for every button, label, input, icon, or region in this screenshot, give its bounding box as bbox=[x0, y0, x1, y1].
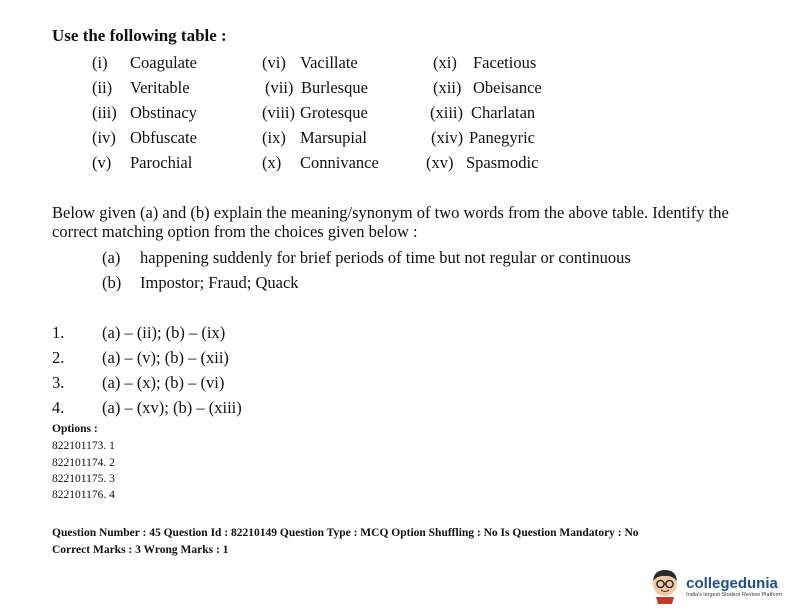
sub-item: (a) happening suddenly for brief periods of time but not regular or continuous bbox=[102, 248, 631, 267]
word-item: (ii) Veritable bbox=[92, 78, 190, 97]
choice-item: 4. (a) – (xv); (b) – (xiii) bbox=[52, 398, 242, 417]
option-id: 822101175. 3 bbox=[52, 473, 115, 485]
word-item: (vi) Vacillate bbox=[262, 53, 358, 72]
word-item: (ix) Marsupial bbox=[262, 128, 367, 147]
instruction-text: Below given (a) and (b) explain the meaning/synonym of two words from the above table. Identify the correct matching option from the choices given below : bbox=[52, 203, 729, 241]
options-label: Options : bbox=[52, 423, 98, 435]
logo-tagline: India's largest Student Review Platform bbox=[686, 591, 782, 598]
option-id: 822101174. 2 bbox=[52, 457, 115, 469]
word-item: (v) Parochial bbox=[92, 153, 193, 172]
collegedunia-logo bbox=[648, 566, 782, 606]
word-item: (x) Connivance bbox=[262, 153, 379, 172]
choice-item: 1. (a) – (ii); (b) – (ix) bbox=[52, 323, 226, 342]
option-id: 822101176. 4 bbox=[52, 489, 115, 501]
choice-item: 3. (a) – (x); (b) – (vi) bbox=[52, 373, 225, 392]
word-item: (iii) Obstinacy bbox=[92, 103, 197, 122]
word-item: (xiv) Panegyric bbox=[431, 128, 535, 147]
word-item: (viii) Grotesque bbox=[262, 103, 368, 122]
question-meta: Question Number : 45 Question Id : 82210149 Question Type : MCQ Option Shuffling : No Is Question Mandatory : No bbox=[52, 527, 639, 539]
marks-meta: Correct Marks : 3 Wrong Marks : 1 bbox=[52, 544, 229, 556]
question-heading: Use the following table : bbox=[52, 26, 227, 45]
word-item: (vii) Burlesque bbox=[265, 78, 368, 97]
word-item: (xi) Facetious bbox=[433, 53, 537, 72]
sub-item: (b) Impostor; Fraud; Quack bbox=[102, 273, 299, 292]
word-item: (xv) Spasmodic bbox=[426, 153, 539, 172]
logo-name: collegedunia bbox=[686, 574, 778, 592]
word-item: (xiii) Charlatan bbox=[430, 103, 536, 122]
word-item: (iv) Obfuscate bbox=[92, 128, 197, 147]
word-item: (i) Coagulate bbox=[92, 53, 197, 72]
word-item: (xii) Obeisance bbox=[433, 78, 542, 97]
choice-item: 2. (a) – (v); (b) – (xii) bbox=[52, 348, 229, 367]
mascot-icon bbox=[648, 567, 682, 605]
option-id: 822101173. 1 bbox=[52, 440, 115, 452]
